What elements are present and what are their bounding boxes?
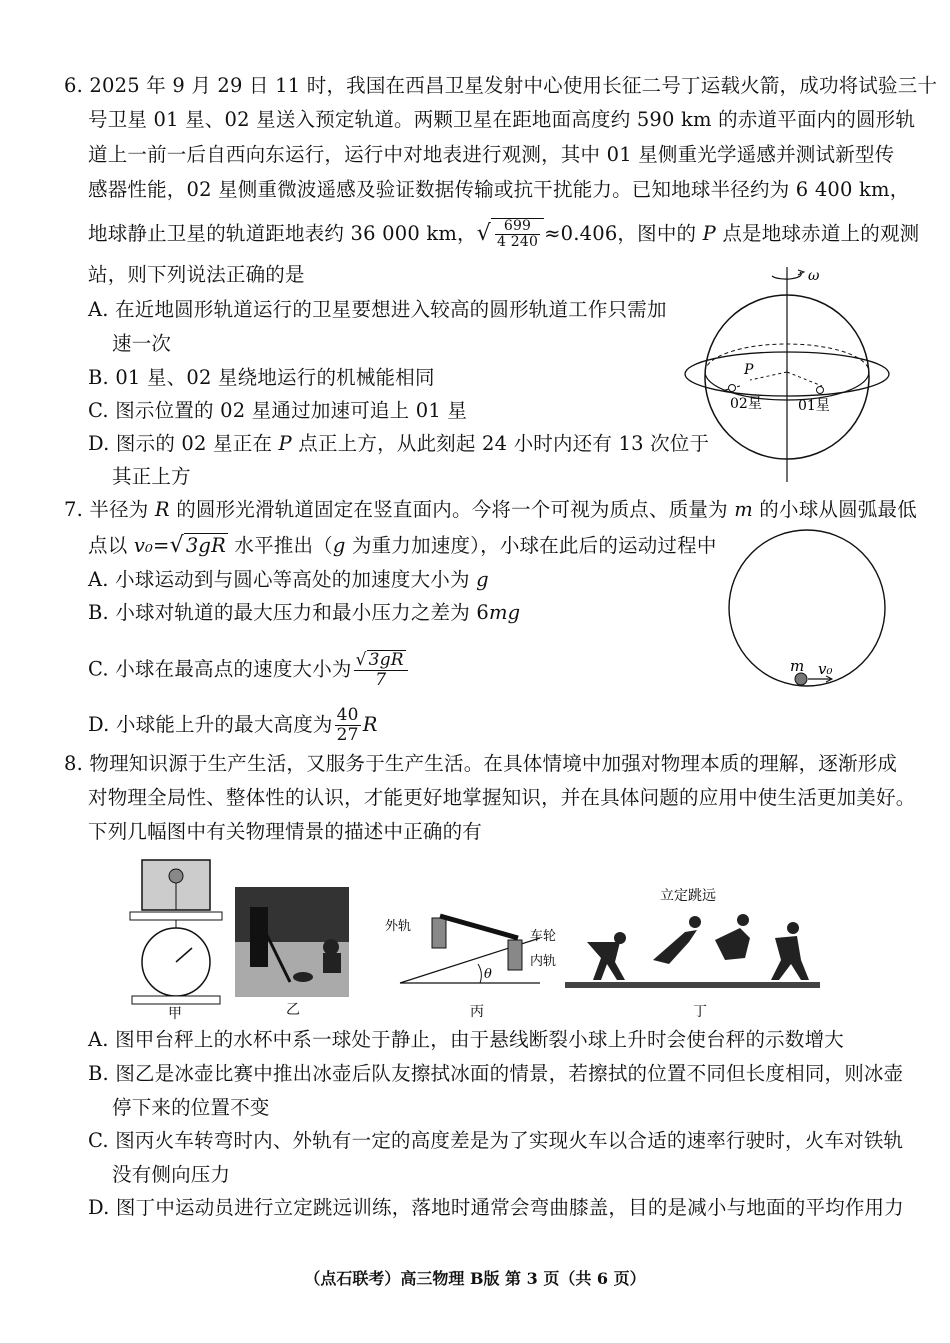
q6-line4: 感器性能，02 星侧重微波遥感及验证数据传输或抗干扰能力。已知地球半径约为 6 400 km，: [88, 178, 910, 201]
q8-line2: 对物理全局性、整体性的认识，才能更好地掌握知识，并在具体问题的应用中使生活更加美好。: [88, 786, 916, 809]
q8-option-b-2: 停下来的位置不变: [112, 1096, 270, 1119]
earth-orbit-figure: [680, 262, 895, 487]
q6-option-c: C. 图示位置的 02 星通过加速可追上 01 星: [88, 399, 468, 422]
sweeper-figure: [250, 907, 268, 967]
sat-02-label: 02星: [730, 396, 762, 412]
q6-line5-c: 点是地球赤道上的观测: [715, 222, 920, 245]
q6-line3: 道上一前一后自西向东运行，运行中对地表进行观测，其中 01 星侧重光学遥感并测试新型传: [88, 143, 895, 166]
q7-line1: 7. 半径为 R 的圆形光滑轨道固定在竖直面内。今将一个可视为质点、质量为 m 的小球从圆弧最低: [64, 498, 917, 521]
curling-stone: [293, 972, 313, 982]
jumper-1: [587, 932, 626, 980]
outer-rail-label: 外轨: [385, 919, 412, 934]
figure-yi-photo: [235, 887, 349, 997]
sat-02-dot: [729, 385, 736, 392]
ball-in-cup: [169, 869, 183, 883]
frac-num: 699: [495, 219, 540, 235]
label-ding: 丁: [693, 1004, 707, 1020]
ground: [565, 982, 820, 988]
axle: [440, 916, 518, 938]
q6-line2: 号卫星 01 星、02 星送入预定轨道。两颗卫星在距地面高度约 590 km 的赤道平面内的圆形轨: [88, 108, 916, 131]
inner-rail-label: 内轨: [530, 954, 557, 969]
q6-line6: 站，则下列说法正确的是: [88, 263, 305, 286]
q6-option-d-2: 其正上方: [112, 465, 191, 488]
theta-label: θ: [484, 967, 492, 982]
teammate-figure: [323, 939, 339, 955]
q6-line1: 6. 2025 年 9 月 29 日 11 时，我国在西昌卫星发射中心使用长征二号丁运载火箭，成功将试验三十: [64, 74, 938, 97]
sat-01-label: 01星: [798, 398, 830, 414]
point-p: P: [702, 222, 716, 245]
q7-line2: 点以 v₀=√ 3gR 水平推出（g 为重力加速度），小球在此后的运动过程中: [88, 533, 717, 558]
jump-title: 立定跳远: [660, 888, 716, 904]
q7-option-a: A. 小球运动到与圆心等高处的加速度大小为 g: [88, 568, 489, 591]
figure-jia-scale: [122, 858, 230, 1020]
scale-plate: [130, 912, 222, 920]
q8-option-d: D. 图丁中运动员进行立定跳远训练，落地时通常会弯曲膝盖，目的是减小与地面的平均作用力: [88, 1196, 904, 1219]
q7-option-d: D. 小球能上升的最大高度为 $\frac{40}{27}$ R: [88, 705, 378, 745]
q6-option-d-1: D. 图示的 02 星正在 P 点正上方，从此刻起 24 小时内还有 13 次位于: [88, 432, 710, 455]
frac-den: 4 240: [496, 234, 539, 250]
inner-wheel: [508, 940, 522, 970]
q6-line5-b: ≈0.406，图中的: [544, 222, 703, 245]
label-jia: 甲: [168, 1006, 182, 1020]
figure-bing-train: [380, 878, 560, 1020]
wheel-label: 车轮: [530, 929, 557, 944]
q8-line3: 下列几幅图中有关物理情景的描述中正确的有: [88, 820, 483, 843]
m-label: m: [790, 657, 805, 675]
q7-option-b: B. 小球对轨道的最大压力和最小压力之差为 6mg: [88, 601, 521, 624]
v0-label: v₀: [818, 660, 833, 678]
q6-line5: 地球静止卫星的轨道距地表约 36 000 km，√ $\frac{699}{4 240}$ ≈0.406，图中的 P 点是地球赤道上的观测: [88, 218, 920, 250]
p-label: P: [744, 362, 754, 378]
page-footer: （点石联考）高三物理 B版 第 3 页（共 6 页）: [304, 1269, 646, 1288]
q6-option-a-2: 速一次: [112, 332, 172, 355]
q8-option-b-1: B. 图乙是冰壶比赛中推出冰壶后队友擦拭冰面的情景，若擦拭的位置不同但长度相同，则冰壶: [88, 1062, 904, 1085]
sat-01-dot: [817, 387, 824, 394]
label-bing: 丙: [470, 1004, 484, 1020]
q6-option-b: B. 01 星、02 星绕地运行的机械能相同: [88, 366, 435, 389]
q8-line1: 8. 物理知识源于生产生活，又服务于生产生活。在具体情境中加强对物理本质的理解，逐渐形成: [64, 752, 898, 775]
omega-label: ω: [808, 268, 820, 284]
outer-wheel: [432, 918, 446, 948]
q8-option-c-2: 没有侧向压力: [112, 1163, 231, 1186]
q7-option-c: C. 小球在最高点的速度大小为 $\frac{√ 3gR}{7}$: [88, 650, 410, 690]
label-yi: 乙: [286, 1002, 301, 1018]
jumper-3: [715, 914, 750, 960]
q6-option-a-1: A. 在近地圆形轨道运行的卫星要想进入较高的圆形轨道工作只需加: [88, 298, 667, 321]
q6-line5-a: 地球静止卫星的轨道距地表约 36 000 km，: [88, 222, 477, 245]
figure-ding-jump: [565, 880, 820, 1020]
circular-track-figure: [720, 528, 895, 693]
track-circle: [729, 530, 885, 686]
q8-option-a: A. 图甲台秤上的水杯中系一球处于静止，由于悬线断裂小球上升时会使台秤的示数增大: [88, 1028, 844, 1051]
jumper-2: [653, 916, 701, 964]
scale-base: [132, 996, 220, 1004]
jumper-4: [771, 922, 809, 980]
q8-option-c-1: C. 图丙火车转弯时内、外轨有一定的高度差是为了实现火车以合适的速率行驶时，火车对铁轨: [88, 1129, 904, 1152]
